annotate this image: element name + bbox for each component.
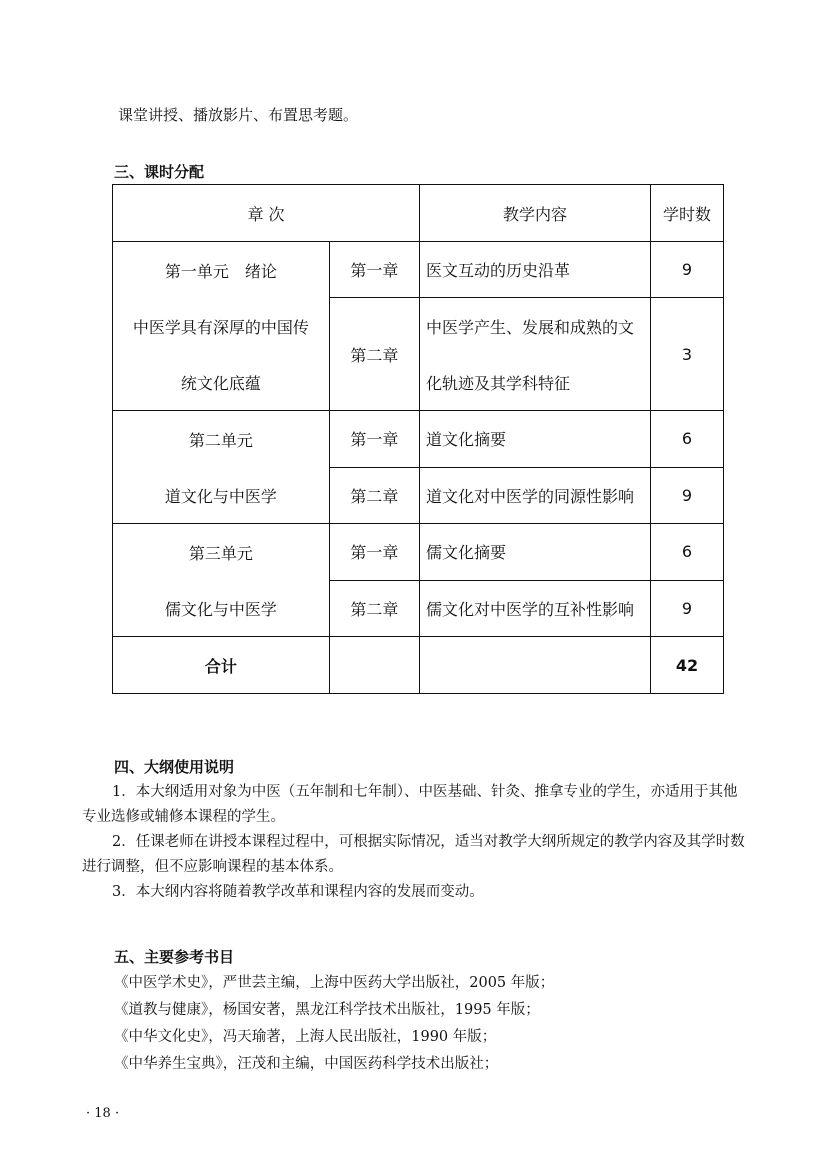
chapter-cell: 第一章 [329, 242, 419, 298]
table-row [113, 524, 724, 581]
hours-cell: 9 [651, 580, 724, 637]
header-chapter: 章 次 [113, 185, 420, 242]
unit-2-line-2: 道文化与中医学 [164, 486, 277, 506]
hours-table [112, 184, 724, 694]
total-empty-chapter [329, 637, 419, 694]
table-header-row [113, 185, 724, 242]
unit-1-line-2: 中医学具有深厚的中国传 [132, 317, 309, 337]
content-cell: 道文化对中医学的同源性影响 [420, 467, 651, 524]
hours-cell: 9 [651, 242, 724, 298]
page-number: · 18 · [86, 1106, 120, 1121]
unit-3-line-1: 第三单元 [188, 543, 253, 563]
content-line-2: 化轨迹及其学科特征 [426, 373, 571, 393]
note-paragraph-3: 3．本大纲内容将随着教学改革和课程内容的发展而变动。 [112, 884, 484, 900]
note-paragraph-2: 2．任课老师在讲授本课程过程中，可根据实际情况，适当对教学大纲所规定的教学内容及其学时数进行调整，但不应影响课程的基本体系。 [82, 834, 745, 875]
unit-1-line-3: 统文化底蕴 [180, 373, 261, 393]
unit-3-line-2: 儒文化与中医学 [164, 599, 277, 619]
total-empty-content [420, 637, 651, 694]
note-paragraph-1: 1．本大纲适用对象为中医（五年制和七年制）、中医基础、针灸、推拿专业的学生，亦适用于其他专业选修或辅修本课程的学生。 [82, 784, 738, 825]
chapter-cell: 第一章 [329, 524, 419, 581]
section-3-title: 三、课时分配 [114, 163, 205, 181]
table-row [113, 411, 724, 468]
unit-2-line-1: 第二单元 [188, 430, 253, 450]
intro-line: 课堂讲授、播放影片、布置思考题。 [118, 106, 359, 124]
total-label: 合计 [113, 637, 330, 694]
chapter-cell: 第一章 [329, 411, 419, 468]
chapter-cell: 第二章 [329, 467, 419, 524]
reference-list [114, 970, 554, 1078]
header-hours: 学时数 [651, 185, 724, 242]
usage-notes [82, 780, 748, 905]
hours-cell: 6 [651, 411, 724, 468]
reference-item: 《中华养生宝典》，汪茂和主编，中国医药科学技术出版社； [114, 1056, 499, 1072]
content-cell [420, 298, 651, 411]
total-hours: 42 [651, 637, 724, 694]
content-cell: 儒文化对中医学的互补性影响 [420, 580, 651, 637]
table-row [113, 242, 724, 298]
unit-3-cell [113, 524, 330, 637]
content-cell: 道文化摘要 [420, 411, 651, 468]
chapter-cell: 第二章 [329, 580, 419, 637]
hours-cell: 9 [651, 467, 724, 524]
hours-cell: 6 [651, 524, 724, 581]
content-line-1: 中医学产生、发展和成熟的文 [426, 317, 635, 337]
reference-item: 《道教与健康》，杨国安著，黑龙江科学技术出版社，1995 年版； [114, 1002, 540, 1018]
hours-cell: 3 [651, 298, 724, 411]
reference-item: 《中医学术史》，严世芸主编，上海中医药大学出版社，2005 年版； [114, 975, 555, 991]
unit-2-cell [113, 411, 330, 524]
content-cell: 儒文化摘要 [420, 524, 651, 581]
section-5-title: 五、主要参考书目 [114, 948, 235, 966]
unit-1-cell [113, 242, 330, 411]
content-cell: 医文互动的历史沿革 [420, 242, 651, 298]
section-4-title: 四、大纲使用说明 [114, 758, 235, 776]
total-row [113, 637, 724, 694]
chapter-cell: 第二章 [329, 298, 419, 411]
unit-1-line-1: 第一单元 绪论 [164, 261, 277, 281]
reference-item: 《中华文化史》，冯天瑜著，上海人民出版社，1990 年版； [114, 1029, 497, 1045]
header-content: 教学内容 [420, 185, 651, 242]
